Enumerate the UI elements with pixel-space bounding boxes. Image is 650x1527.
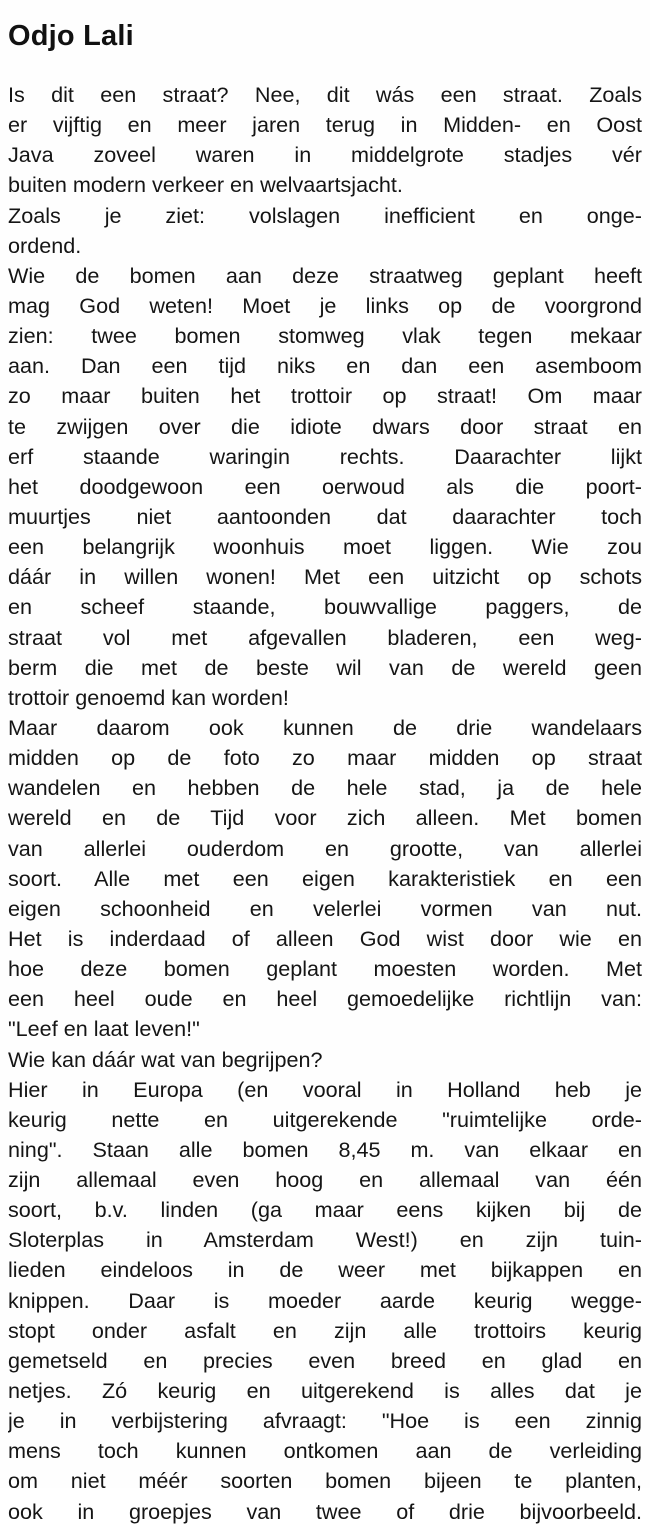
text-line: erf staande waringin rechts. Daarachter lijkt <box>8 443 642 469</box>
text-line: zo maar buiten het trottoir op straat! Om maar <box>8 383 642 409</box>
text-line: een heel oude en heel gemoedelijke richtlijn van: <box>8 986 642 1012</box>
text-line: je in verbijstering afvraagt: "Hoe is een zinnig <box>8 1408 642 1434</box>
text-line: muurtjes niet aantoonden dat daarachter toch <box>8 503 642 529</box>
text-line: zijn allemaal even hoog en allemaal van één <box>8 1167 642 1193</box>
text-line: lieden eindeloos in de weer met bijkappen en <box>8 1257 642 1283</box>
text-line: er vijftig en meer jaren terug in Midden- en Oost <box>8 112 642 138</box>
text-line: mag God weten! Moet je links op de voorgrond <box>8 292 642 318</box>
text-line: soort, b.v. linden (ga maar eens kijken bij de <box>8 1197 642 1223</box>
text-line: straat vol met afgevallen bladeren, een weg- <box>8 624 642 650</box>
text-line: zien: twee bomen stomweg vlak tegen mekaar <box>8 323 642 349</box>
text-line: dáár in willen wonen! Met een uitzicht op schots <box>8 564 642 590</box>
text-line: het doodgewoon een oerwoud als die poort- <box>8 473 642 499</box>
text-line: Het is inderdaad of alleen God wist door wie en <box>8 925 642 951</box>
text-line: "Leef en laat leven!" <box>8 1016 200 1042</box>
text-line: ook in groepjes van twee of drie bijvoorbeeld. <box>8 1498 642 1524</box>
text-line: Wie kan dáár wat van begrijpen? <box>8 1046 323 1072</box>
text-line: gemetseld en precies even breed en glad en <box>8 1347 642 1373</box>
text-line: berm die met de beste wil van de wereld geen <box>8 654 642 680</box>
text-line: mens toch kunnen ontkomen aan de verleiding <box>8 1438 642 1464</box>
text-line: wereld en de Tijd voor zich alleen. Met bomen <box>8 805 642 831</box>
text-line: Zoals je ziet: volslagen inefficient en onge- <box>8 202 642 228</box>
text-line: netjes. Zó keurig en uitgerekend is alles dat je <box>8 1378 642 1404</box>
text-line: Is dit een straat? Nee, dit wás een straat. Zoals <box>8 82 642 107</box>
text-line: buiten modern verkeer en welvaartsjacht. <box>8 172 403 198</box>
text-line: Wie de bomen aan deze straatweg geplant heeft <box>8 262 642 288</box>
text-line: Hier in Europa (en vooral in Holland heb je <box>8 1076 642 1102</box>
text-line: soort. Alle met een eigen karakteristiek en een <box>8 865 642 891</box>
text-line: Java zoveel waren in middelgrote stadjes vér <box>8 142 642 168</box>
text-line: eigen schoonheid en velerlei vormen van nut. <box>8 895 642 921</box>
text-line: Sloterplas in Amsterdam West!) en zijn tuin- <box>8 1227 642 1253</box>
text-line: van allerlei ouderdom en grootte, van allerlei <box>8 835 642 861</box>
text-line: te zwijgen over die idiote dwars door straat en <box>8 413 642 439</box>
text-line: midden op de foto zo maar midden op straat <box>8 745 642 771</box>
text-line: trottoir genoemd kan worden! <box>8 684 289 710</box>
text-line: stopt onder asfalt en zijn alle trottoirs keurig <box>8 1317 642 1343</box>
text-line: wandelen en hebben de hele stad, ja de hele <box>8 775 642 801</box>
article-body <box>8 80 642 1527</box>
text-line: een belangrijk woonhuis moet liggen. Wie zou <box>8 534 642 560</box>
text-line: ordend. <box>8 232 82 258</box>
text-line: knippen. Daar is moeder aarde keurig wegge- <box>8 1287 642 1313</box>
text-line: aan. Dan een tijd niks en dan een asemboom <box>8 353 642 379</box>
text-line: ning". Staan alle bomen 8,45 m. van elkaar en <box>8 1136 642 1162</box>
text-line: en scheef staande, bouwvallige paggers, de <box>8 594 642 620</box>
text-line: hoe deze bomen geplant moesten worden. Met <box>8 956 642 982</box>
text-line: om niet méér soorten bomen bijeen te planten, <box>8 1468 642 1494</box>
text-line: Maar daarom ook kunnen de drie wandelaars <box>8 714 642 740</box>
article-title: Odjo Lali <box>8 20 134 52</box>
text-line: keurig nette en uitgerekende "ruimtelijke orde- <box>8 1106 642 1132</box>
